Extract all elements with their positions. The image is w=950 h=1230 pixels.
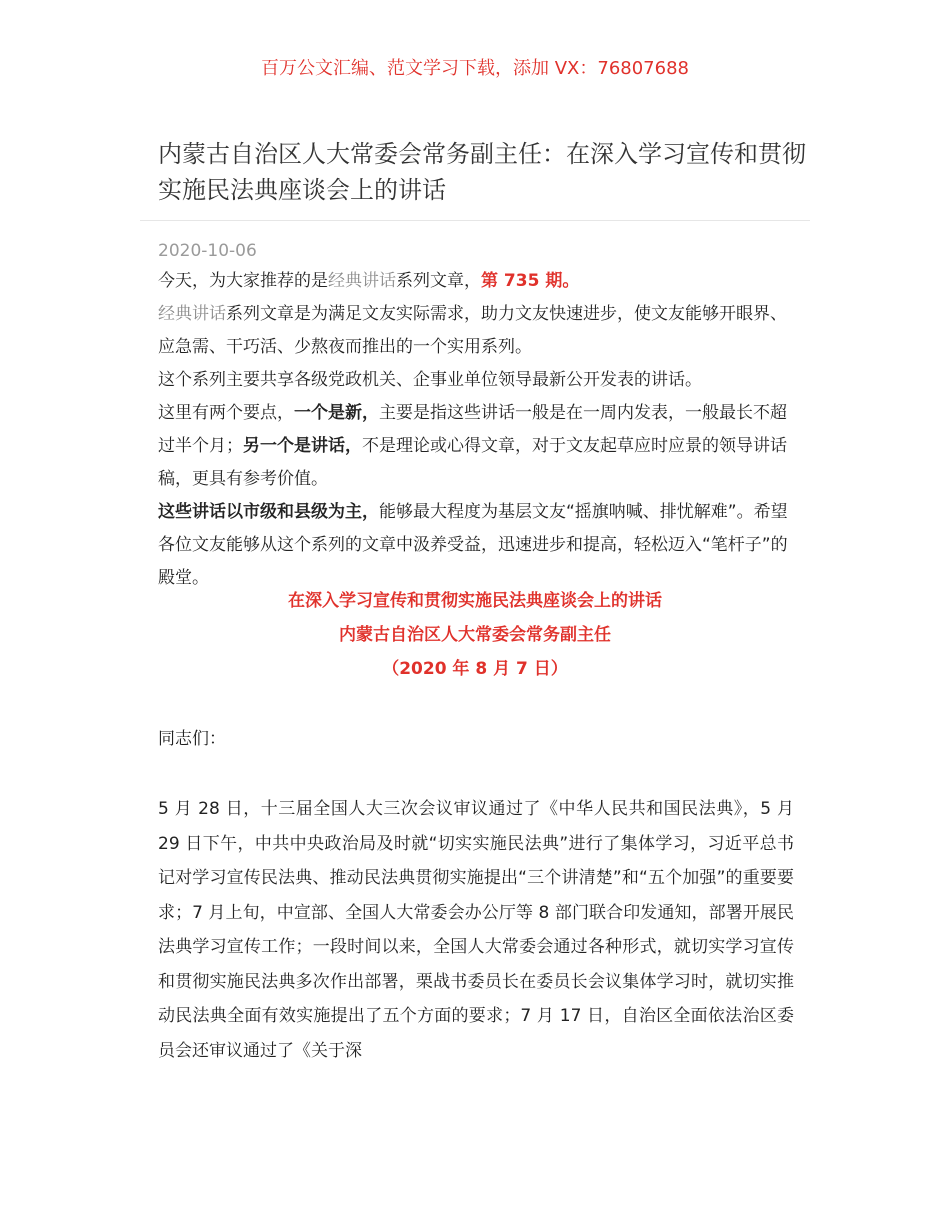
key-point-new: 一个是新， — [294, 403, 379, 423]
intro-text: 这里有两个要点， — [158, 403, 294, 423]
speech-greeting: 同志们： — [158, 729, 226, 749]
series-name: 经典讲话 — [158, 304, 226, 324]
speech-date: （2020 年 8 月 7 日） — [382, 659, 568, 679]
intro-text: 主要是指这些讲话一般是在一周内发表，一般最长不超过半个月； — [158, 403, 787, 456]
speech-title: 在深入学习宣传和贯彻实施民法典座谈会上的讲话 — [288, 591, 662, 611]
key-point-speech: 另一个是讲话， — [243, 436, 362, 456]
intro-paragraph-3: 这个系列主要共享各级党政机关、企事业单位领导最新公开发表的讲话。 — [158, 370, 702, 390]
publish-date: 2020-10-06 — [158, 241, 257, 261]
intro-paragraph-2 — [158, 298, 794, 364]
series-name: 经典讲话 — [328, 271, 396, 291]
intro-paragraph-1 — [158, 265, 794, 298]
intro-text: 不是理论或心得文章，对于文友起草应时应景的领导讲话稿，更具有参考价值。 — [158, 436, 787, 489]
intro-text: 今天，为大家推荐的是 — [158, 271, 328, 291]
speech-body: 5 月 28 日，十三届全国人大三次会议审议通过了《中华人民共和国民法典》，5 月 29 日下午，中共中央政治局及时就“切实实施民法典”进行了集体学习，习近平总书记对学习宣传民法典、推动民法典贯彻实施提出“三个讲清楚”和“五个加强”的重要要求；7 月上旬，中宣部、全国人大常委会办公厅等 8 部门联合印发通知，部署开展民法典学习宣传工作；一段时间以来，全国人大常委会通过各种形式，就切实学习宣传和贯彻实施民法典多次作出部署，栗战书委员长在委员长会议集体学习时，就切实推动民法典全面有效实施提出了五个方面的要求；7 月 17 日，自治区全面依法治区委员会还审议通过了《关于深 — [158, 799, 794, 1061]
intro-text: 系列文章是为满足文友实际需求，助力文友快速进步，使文友能够开眼界、应急需、干巧活、少熬夜而推出的一个实用系列。 — [158, 304, 787, 357]
intro-text: 系列文章， — [396, 271, 481, 291]
intro-paragraph-5 — [158, 496, 794, 595]
focus-statement: 这些讲话以市级和县级为主， — [158, 502, 379, 522]
intro-paragraph-4 — [158, 397, 794, 496]
issue-number: 第 735 期。 — [481, 271, 580, 291]
promo-banner: 百万公文汇编、范文学习下载，添加 VX：76807688 — [261, 58, 689, 79]
article-title: 内蒙古自治区人大常委会常务副主任：在深入学习宣传和贯彻实施民法典座谈会上的讲话 — [158, 140, 806, 204]
title-divider — [140, 220, 810, 221]
speech-speaker: 内蒙古自治区人大常委会常务副主任 — [339, 625, 611, 645]
intro-text: 能够最大程度为基层文友“摇旗呐喊、排忧解难”。希望各位文友能够从这个系列的文章中汲养受益，迅速进步和提高，轻松迈入“笔杆子”的殿堂。 — [158, 502, 788, 588]
